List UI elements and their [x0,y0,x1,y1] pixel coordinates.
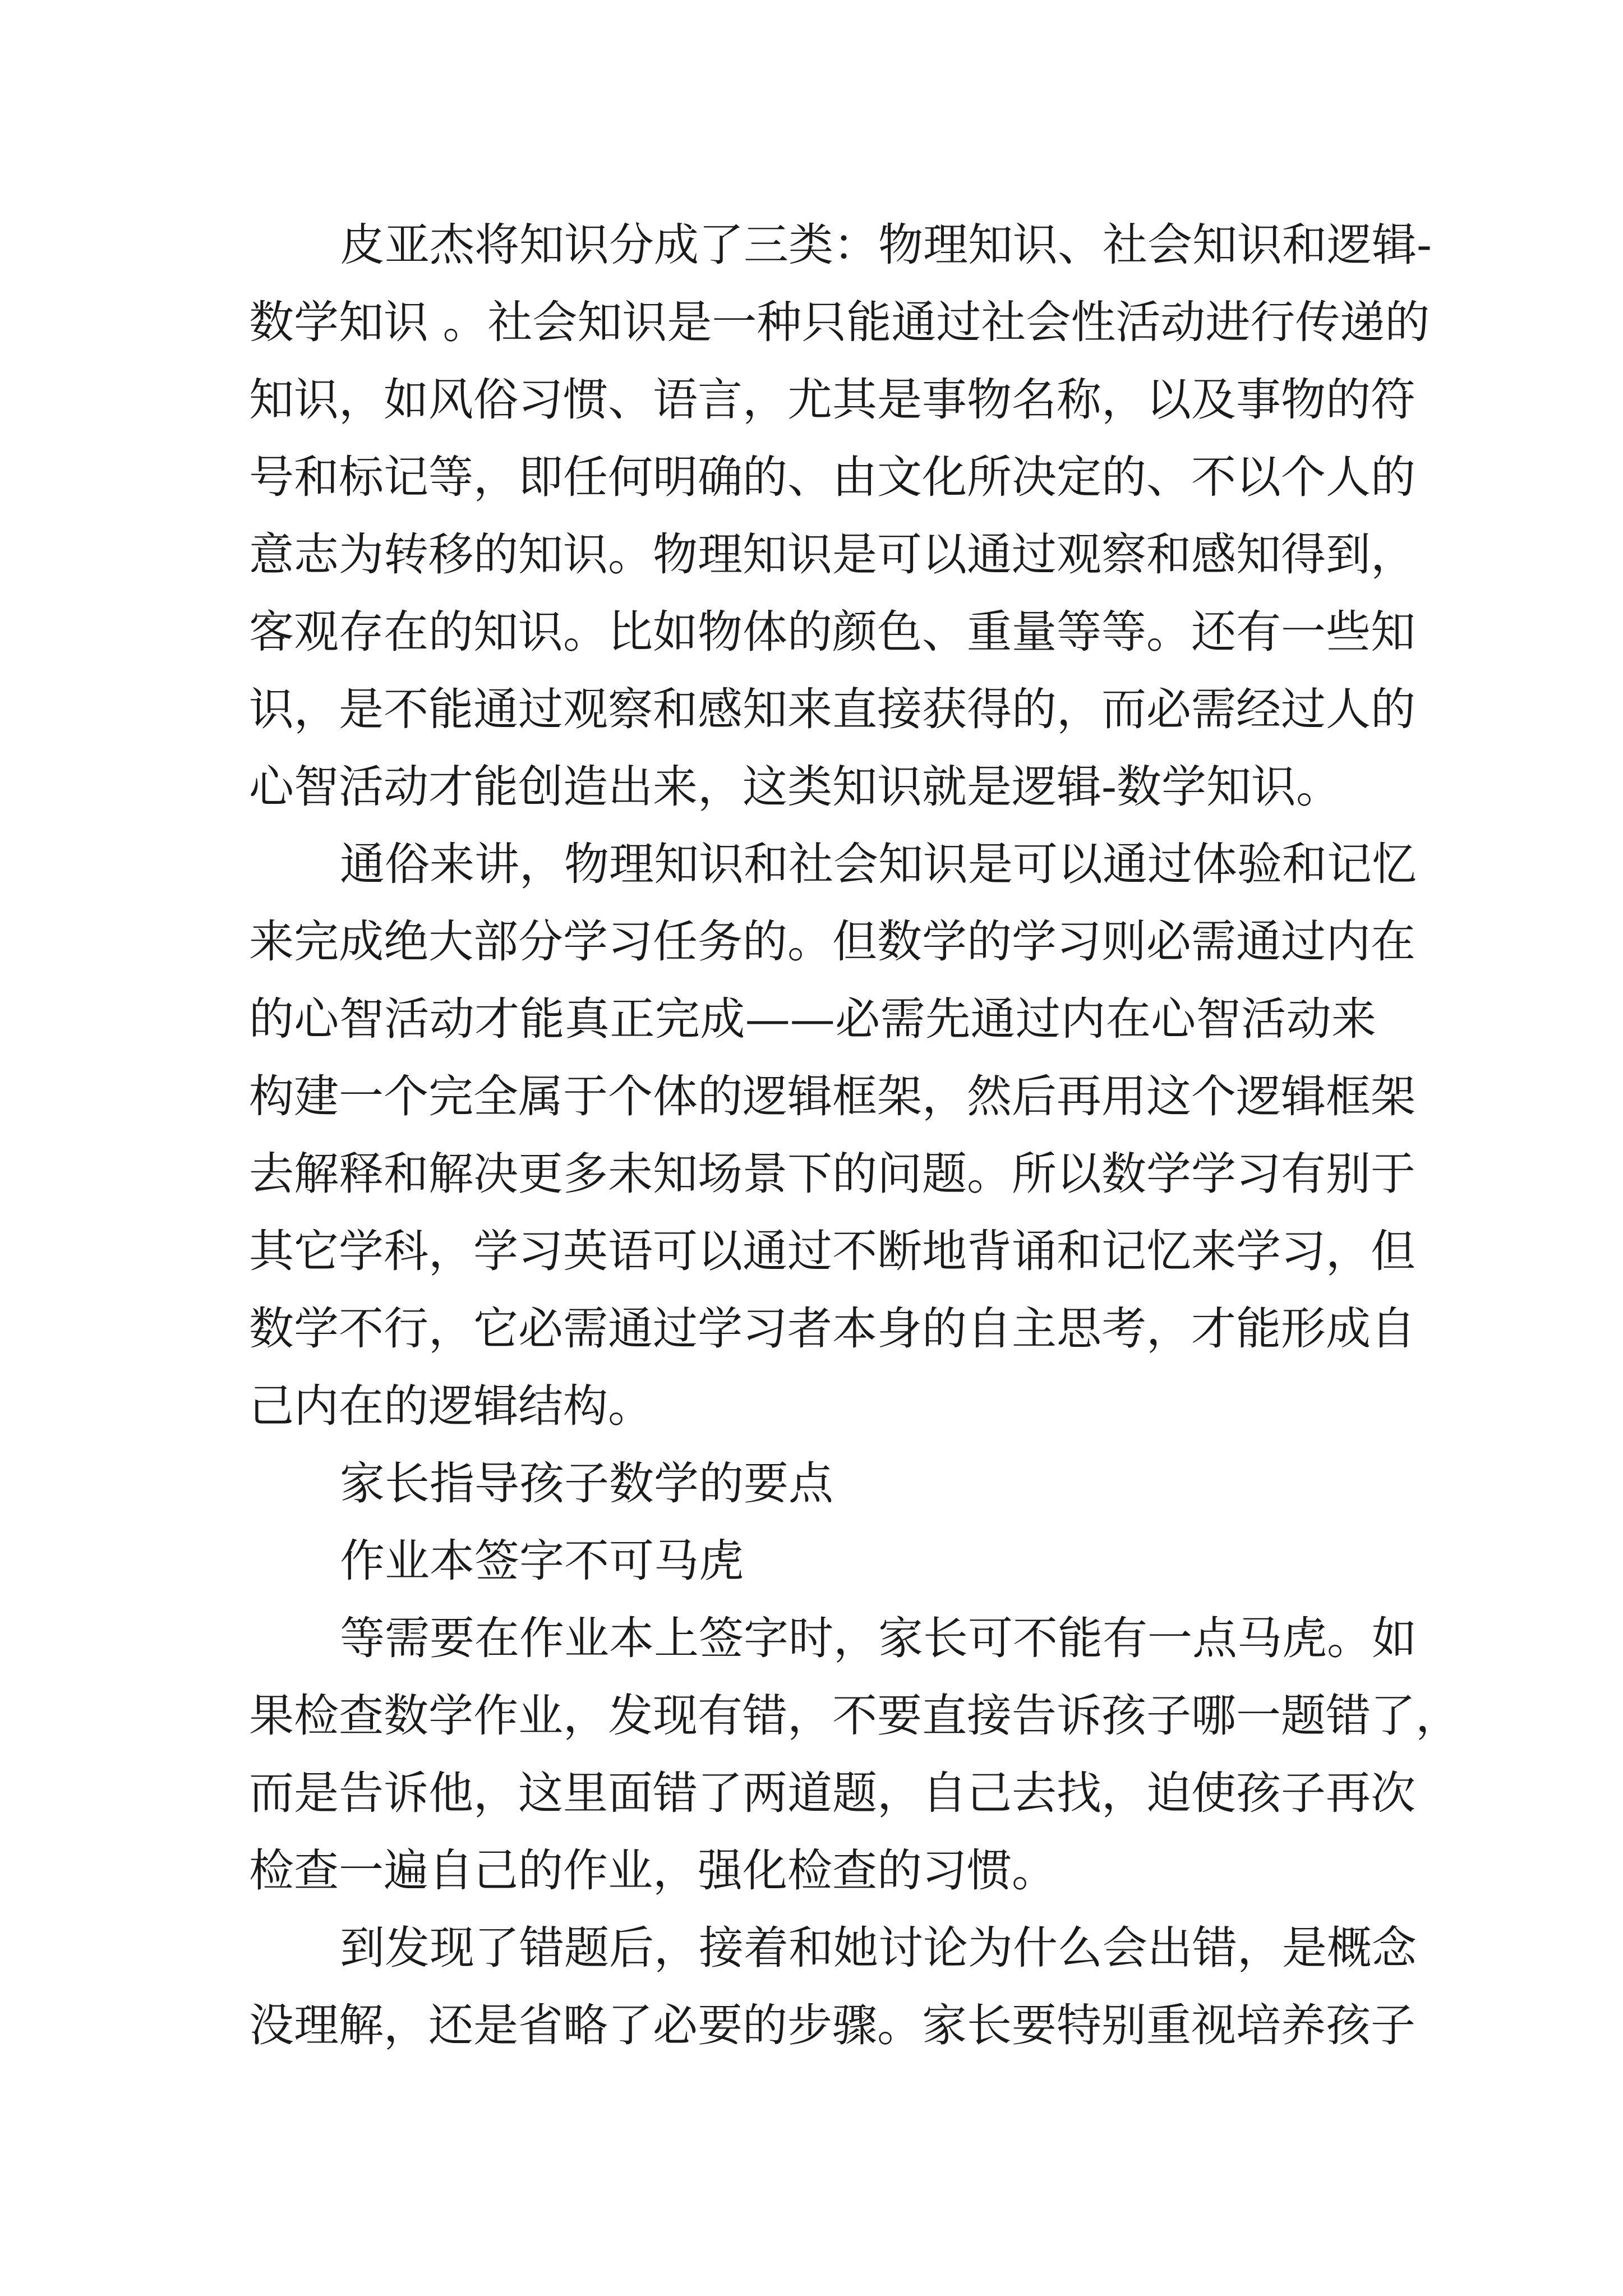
text-line: 来完成绝大部分学习任务的。但数学的学习则必需通过内在 [249,915,1415,968]
text-line: 意志为转移的知识。物理知识是可以通过观察和感知得到， [249,528,1415,581]
text-line: 识，是不能通过观察和感知来直接获得的，而必需经过人的 [249,683,1415,735]
text-line: 心智活动才能创造出来，这类知识就是逻辑-数学知识。 [249,761,1341,813]
text-line: 果检查数学作业，发现有错，不要直接告诉孩子哪一题错了， [249,1690,1460,1742]
text-line: 客观存在的知识。比如物体的颜色、重量等等。还有一些知 [249,606,1415,658]
text-line: 通俗来讲，物理知识和社会知识是可以通过体验和记忆 [340,838,1417,890]
subsection-heading: 作业本签字不可马虎 [340,1535,744,1587]
text-line: 数学不行，它必需通过学习者本身的自主思考，才能形成自 [249,1303,1415,1355]
text-line: 没理解，还是省略了必要的步骤。家长要特别重视培养孩子 [249,1999,1415,2051]
text-line: 而是告诉他，这里面错了两道题，自己去找，迫使孩子再次 [249,1767,1415,1819]
text-line: 的心智活动才能真正完成——必需先通过内在心智活动来 [249,993,1376,1045]
text-line: 到发现了错题后，接着和她讨论为什么会出错，是概念 [340,1922,1417,1974]
text-line: 号和标记等，即任何明确的、由文化所决定的、不以个人的 [249,451,1415,503]
text-line: 去解释和解决更多未知场景下的问题。所以数学学习有别于 [249,1148,1415,1200]
section-heading: 家长指导孩子数学的要点 [340,1457,833,1510]
document-body [249,206,1460,2064]
text-line: 知识，如风俗习惯、语言，尤其是事物名称，以及事物的符 [249,374,1415,426]
text-line: 皮亚杰将知识分成了三类：物理知识、社会知识和逻辑- [340,219,1432,271]
text-line: 数学知识 。社会知识是一种只能通过社会性活动进行传递的 [249,296,1430,348]
text-line: 等需要在作业本上签字时，家长可不能有一点马虎。如 [340,1612,1417,1664]
text-line: 其它学科，学习英语可以通过不断地背诵和记忆来学习，但 [249,1225,1415,1277]
text-line: 检查一遍自己的作业，强化检查的习惯。 [249,1844,1057,1897]
text-line: 构建一个完全属于个体的逻辑框架，然后再用这个逻辑框架 [249,1070,1415,1122]
text-line: 己内在的逻辑结构。 [249,1380,653,1432]
